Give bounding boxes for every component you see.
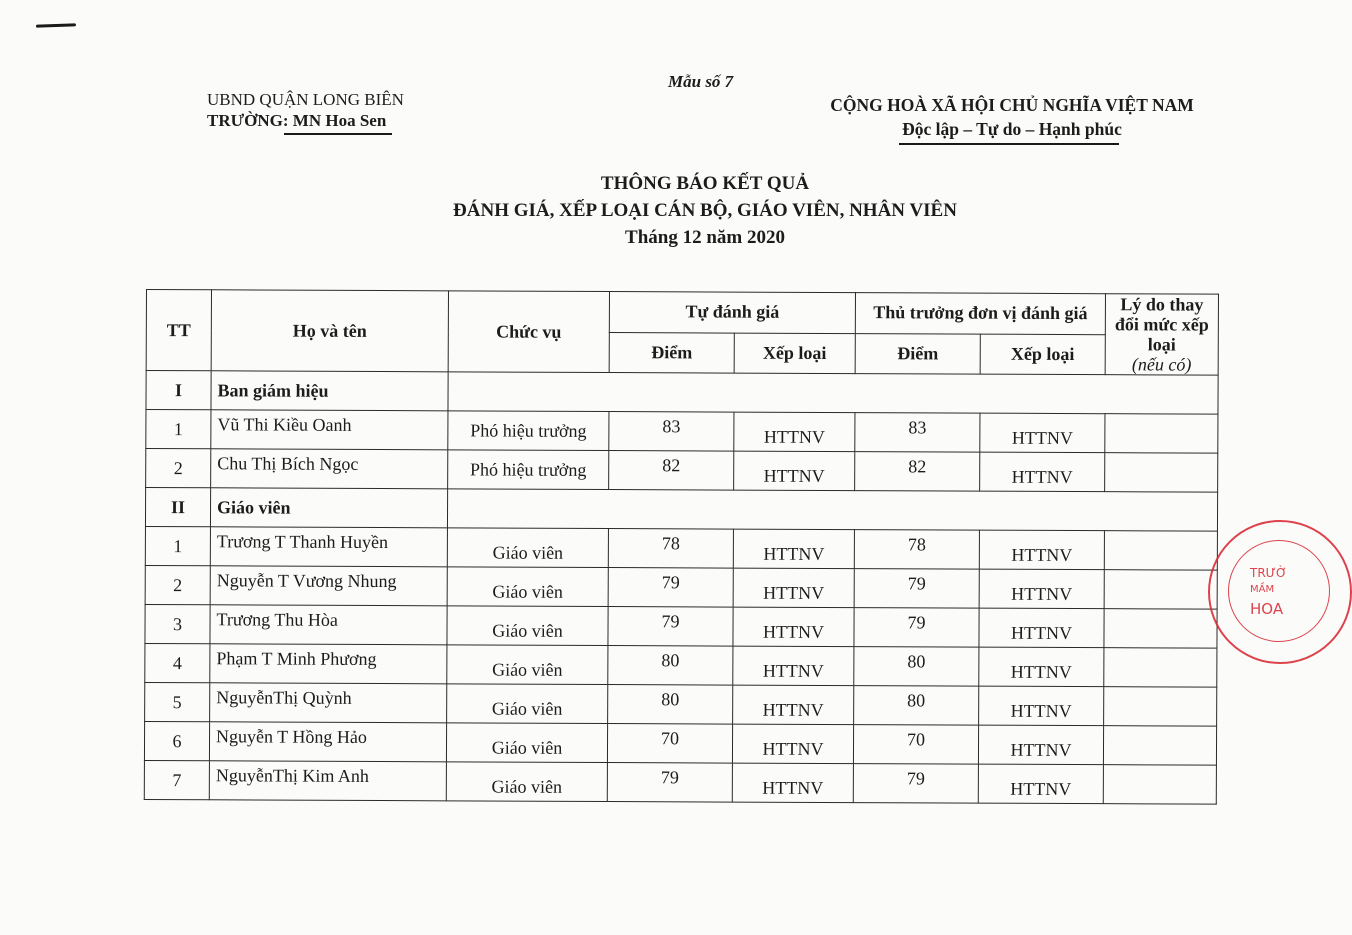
row-name bbox=[211, 410, 448, 450]
row-head-rank-text: HTTNV bbox=[1010, 661, 1072, 682]
row-self-score bbox=[609, 451, 734, 491]
row-role-text: Giáo viên bbox=[491, 776, 563, 797]
row-head-rank bbox=[979, 647, 1104, 687]
row-head-rank-text: HTTNV bbox=[1011, 544, 1073, 565]
row-role bbox=[447, 645, 608, 685]
row-self-score bbox=[608, 607, 733, 647]
results-table bbox=[144, 289, 1219, 805]
row-self-rank-text: HTTNV bbox=[762, 621, 825, 642]
school-underline bbox=[284, 133, 392, 135]
row-self-rank-text: HTTNV bbox=[763, 582, 825, 603]
row-reason bbox=[1104, 648, 1217, 687]
row-tt: 1 bbox=[145, 526, 210, 565]
row-head-score bbox=[853, 764, 978, 804]
row-name-text: NguyễnThị Kim Anh bbox=[215, 764, 369, 786]
row-role-text: Giáo viên bbox=[492, 581, 563, 602]
row-head-score bbox=[854, 530, 979, 570]
row-self-rank bbox=[733, 529, 854, 569]
header-name: Họ và tên bbox=[211, 290, 448, 372]
row-reason bbox=[1103, 765, 1216, 804]
row-role-text: Giáo viên bbox=[491, 698, 563, 719]
row-self-rank bbox=[732, 724, 853, 764]
row-self-score bbox=[609, 412, 734, 452]
row-tt: 5 bbox=[145, 682, 210, 721]
row-name bbox=[209, 722, 446, 762]
row-head-rank bbox=[980, 452, 1105, 492]
row-head-score-text: 79 bbox=[907, 572, 926, 593]
row-head-score-text: 80 bbox=[907, 650, 926, 671]
row-role-text: Giáo viên bbox=[492, 659, 563, 680]
table-row bbox=[145, 604, 1217, 648]
row-role: Phó hiệu trưởng bbox=[448, 450, 609, 490]
row-reason bbox=[1104, 609, 1217, 648]
row-head-rank bbox=[979, 608, 1104, 648]
row-self-rank bbox=[733, 646, 854, 686]
section-index: I bbox=[146, 371, 211, 410]
row-self-score bbox=[607, 724, 732, 764]
row-role bbox=[447, 684, 608, 724]
header-head-rank: Xếp loại bbox=[980, 334, 1105, 375]
table-row bbox=[146, 449, 1218, 493]
row-self-rank bbox=[733, 685, 854, 725]
row-self-score-text: 80 bbox=[661, 688, 680, 709]
row-self-score-text: 79 bbox=[661, 610, 680, 631]
table-row bbox=[145, 565, 1217, 609]
row-role bbox=[446, 723, 607, 763]
row-name-text: Trương T Thanh Huyền bbox=[216, 530, 389, 552]
row-head-rank bbox=[979, 530, 1104, 570]
left-header bbox=[207, 89, 437, 131]
header-self-rank: Xếp loại bbox=[734, 333, 855, 374]
row-head-score bbox=[854, 569, 979, 609]
row-role bbox=[447, 606, 608, 646]
row-head-rank-text: HTTNV bbox=[1010, 700, 1072, 721]
row-head-score bbox=[854, 686, 979, 726]
row-tt: 7 bbox=[144, 760, 209, 799]
row-name bbox=[210, 644, 447, 684]
row-name bbox=[210, 527, 447, 567]
row-head-score-text: 70 bbox=[907, 728, 926, 749]
row-name-text: Nguyễn T Vương Nhung bbox=[216, 569, 397, 591]
national-motto: Độc lập – Tự do – Hạnh phúc bbox=[902, 119, 1122, 139]
row-self-score-text: 78 bbox=[661, 532, 680, 553]
stamp-line-1: TRƯỜ bbox=[1250, 566, 1287, 580]
section-row bbox=[146, 371, 1218, 415]
title-line-2: ĐÁNH GIÁ, XẾP LOẠI CÁN BỘ, GIÁO VIÊN, NHÂN VIÊN bbox=[453, 200, 957, 221]
row-self-score-text: 83 bbox=[662, 415, 681, 436]
row-self-rank-text: HTTNV bbox=[762, 738, 824, 759]
row-name-text: NguyễnThị Quỳnh bbox=[216, 686, 352, 708]
row-tt: 2 bbox=[145, 565, 210, 604]
row-head-rank-text: HTTNV bbox=[1010, 739, 1072, 760]
table-row bbox=[144, 760, 1216, 804]
row-reason bbox=[1104, 570, 1217, 609]
row-head-score bbox=[854, 608, 979, 648]
row-self-rank bbox=[734, 412, 855, 452]
row-head-rank-text: HTTNV bbox=[1011, 583, 1073, 604]
country-name: CỘNG HOÀ XÃ HỘI CHỦ NGHĨA VIỆT NAM bbox=[830, 95, 1194, 115]
row-head-rank bbox=[979, 569, 1104, 609]
row-self-rank-text: HTTNV bbox=[763, 543, 825, 564]
row-name-text: Trương Thu Hòa bbox=[216, 608, 338, 630]
row-name bbox=[209, 761, 446, 801]
section-title: Ban giám hiệu bbox=[211, 371, 448, 411]
title-line-3: Tháng 12 năm 2020 bbox=[625, 227, 785, 248]
row-self-score bbox=[607, 763, 732, 803]
stamp-line-2: MẦM bbox=[1250, 584, 1275, 595]
stamp-line-3: HOA bbox=[1250, 600, 1284, 618]
row-name bbox=[210, 605, 447, 645]
row-head-rank bbox=[978, 725, 1103, 765]
section-row bbox=[145, 488, 1217, 532]
form-number: Mẫu số 7 bbox=[668, 72, 734, 91]
header-tt: TT bbox=[146, 290, 211, 371]
header-self-score: Điểm bbox=[609, 332, 734, 373]
row-head-score-text: 79 bbox=[907, 611, 926, 632]
row-self-score bbox=[608, 568, 733, 608]
row-head-score bbox=[854, 647, 979, 687]
row-head-score bbox=[855, 413, 980, 453]
table-row bbox=[145, 643, 1217, 687]
row-role-text: Giáo viên bbox=[492, 542, 564, 563]
row-name-text: Phạm T Minh Phương bbox=[216, 647, 377, 669]
row-self-rank bbox=[732, 763, 853, 803]
row-self-score-text: 79 bbox=[661, 571, 680, 592]
row-self-rank-text: HTTNV bbox=[762, 660, 824, 681]
row-role: Phó hiệu trưởng bbox=[448, 411, 609, 451]
row-head-rank bbox=[980, 413, 1105, 453]
row-self-score-text: 80 bbox=[661, 649, 680, 670]
row-name bbox=[210, 566, 447, 606]
pen-mark bbox=[36, 23, 76, 27]
row-reason bbox=[1103, 726, 1216, 765]
table-row bbox=[145, 526, 1217, 570]
row-reason bbox=[1105, 453, 1218, 492]
row-role bbox=[446, 762, 607, 802]
row-tt: 1 bbox=[146, 410, 211, 449]
row-self-rank-text: HTTNV bbox=[762, 777, 824, 798]
row-self-rank bbox=[734, 451, 855, 491]
row-self-rank-text: HTTNV bbox=[763, 426, 825, 447]
row-tt: 2 bbox=[146, 449, 211, 488]
title-line-1: THÔNG BÁO KẾT QUẢ bbox=[600, 173, 810, 194]
row-self-rank-text: HTTNV bbox=[762, 699, 824, 720]
header-role: Chức vụ bbox=[448, 291, 609, 373]
row-name bbox=[211, 449, 448, 489]
school-name: TRƯỜNG: MN Hoa Sen bbox=[207, 111, 387, 130]
row-self-score-text: 82 bbox=[662, 454, 681, 475]
table-body bbox=[144, 371, 1218, 805]
row-self-rank bbox=[733, 568, 854, 608]
row-head-rank-text: HTTNV bbox=[1011, 466, 1073, 487]
row-name-text: Vũ Thi Kiều Oanh bbox=[217, 413, 352, 435]
row-reason bbox=[1105, 414, 1218, 453]
section-blank bbox=[447, 489, 1217, 531]
row-reason bbox=[1104, 687, 1217, 726]
row-head-score-text: 78 bbox=[907, 533, 926, 554]
row-tt: 3 bbox=[145, 604, 210, 643]
row-head-score bbox=[855, 452, 980, 492]
row-name-text: Nguyễn T Hồng Hảo bbox=[216, 725, 367, 747]
table-row bbox=[145, 682, 1217, 726]
row-reason bbox=[1104, 531, 1217, 570]
row-head-score-text: 82 bbox=[908, 455, 927, 476]
row-head-rank bbox=[978, 764, 1103, 804]
motto-underline bbox=[899, 143, 1119, 145]
row-self-rank-text: HTTNV bbox=[763, 465, 825, 486]
row-self-score bbox=[608, 529, 733, 569]
authority-name: UBND QUẬN LONG BIÊN bbox=[207, 90, 404, 109]
row-head-score-text: 79 bbox=[906, 767, 925, 788]
row-name bbox=[210, 683, 447, 723]
header-head-eval: Thủ trưởng đơn vị đánh giá bbox=[855, 293, 1105, 335]
row-tt: 4 bbox=[145, 643, 210, 682]
section-index: II bbox=[145, 488, 210, 527]
right-header bbox=[812, 93, 1212, 141]
row-role bbox=[447, 528, 608, 568]
row-head-rank-text: HTTNV bbox=[1011, 427, 1073, 448]
row-head-rank-text: HTTNV bbox=[1010, 622, 1073, 643]
row-head-rank bbox=[979, 686, 1104, 726]
header-reason bbox=[1105, 294, 1218, 375]
document-title bbox=[380, 170, 1030, 251]
header-reason-note: (nếu có) bbox=[1131, 354, 1192, 375]
row-name-text: Chu Thị Bích Ngọc bbox=[217, 452, 359, 474]
row-self-score bbox=[608, 646, 733, 686]
school-stamp bbox=[1208, 520, 1352, 664]
row-role bbox=[447, 567, 608, 607]
header-self-eval: Tự đánh giá bbox=[609, 292, 855, 334]
row-head-score-text: 80 bbox=[907, 689, 926, 710]
row-self-rank bbox=[733, 607, 854, 647]
row-self-score-text: 70 bbox=[661, 727, 680, 748]
header-row-top bbox=[146, 290, 1218, 335]
section-title: Giáo viên bbox=[210, 488, 447, 528]
row-head-score bbox=[853, 725, 978, 765]
table-row bbox=[144, 721, 1216, 765]
row-head-score-text: 83 bbox=[908, 416, 927, 437]
row-self-score-text: 79 bbox=[660, 766, 679, 787]
header-reason-label: Lý do thay đổi mức xếp loại bbox=[1114, 294, 1209, 355]
row-role-text: Giáo viên bbox=[492, 620, 563, 641]
section-blank bbox=[448, 372, 1218, 414]
row-tt: 6 bbox=[144, 721, 209, 760]
row-head-rank-text: HTTNV bbox=[1010, 778, 1072, 799]
table-row bbox=[146, 410, 1218, 454]
row-role-text: Giáo viên bbox=[491, 737, 563, 758]
header-head-score: Điểm bbox=[855, 333, 980, 374]
row-self-score bbox=[608, 685, 733, 725]
